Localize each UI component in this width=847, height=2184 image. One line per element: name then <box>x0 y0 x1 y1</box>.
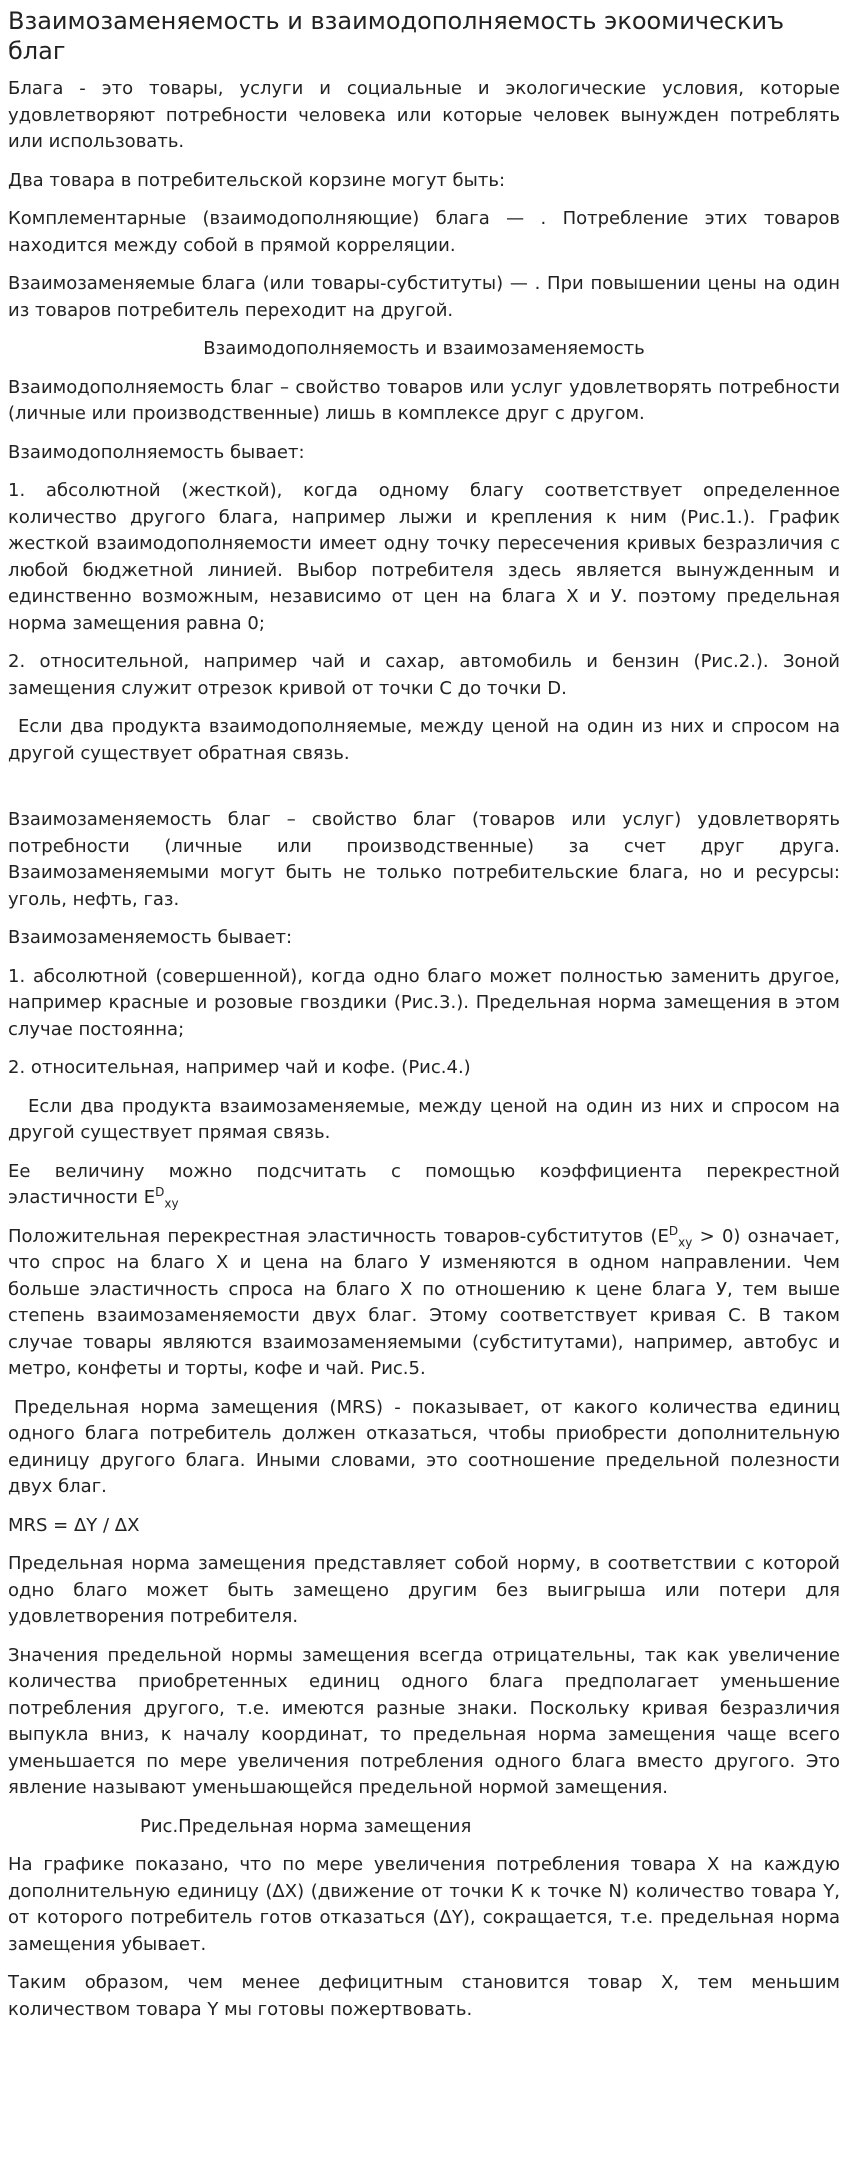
paragraph-relative-complementarity: 2. относительной, например чай и сахар, автомобиль и бензин (Рис.2.). Зоной замещения служит отрезок кривой от точки С до точки D. <box>8 651 840 699</box>
paragraph-cross-elasticity: Ее величину можно подсчитать с помощью коэффициента перекрестной эластичности $E^D_{xy}$ <box>8 1160 840 1211</box>
page-title: Взаимозаменяемость и взаимодополняемость экоомическиъ благ <box>8 7 785 65</box>
paragraph-substitutability-definition: Взаимозаменяемость благ – свойство благ (товаров или услуг) удовлетворять потребности (личные или производственные) за счет друг друга. Взаимозаменяемыми могут быть не только потребительские блага, но и ресурсы: уголь, нефть, газ. <box>8 809 840 910</box>
paragraph-substitutability-types: Взаимозаменяемость бывает: <box>8 927 293 948</box>
paragraph-mrs-negative: Значения предельной нормы замещения всегда отрицательны, так как увеличение количества приобретенных единиц одного блага предполагает уменьшение потребления другого, т.е. имеются разные знаки. Поскольку кривая безразличия выпукла вниз, к началу координат, то предельная норма замещения чаще всего уменьшается по мере увеличения потребления одного блага вместо другого. Это явление называют уменьшающейся предельной нормой замещения. <box>8 1644 840 1798</box>
paragraph-conclusion: Таким образом, чем менее дефицитным становится товар X, тем меньшим количеством товара Y мы готовы пожертвовать. <box>8 1972 840 2020</box>
paragraph-complementarity-definition: Взаимодополняемость благ – свойство товаров или услуг удовлетворять потребности (личные или производственные) лишь в комплексе друг с другом. <box>8 376 840 424</box>
mrs-formula: MRS = ΔY / ΔX <box>8 1514 140 1536</box>
paragraph-absolute-substitutability: 1. абсолютной (совершенной), когда одно благо может полностью заменить другое, например красные и розовые гвоздики (Рис.3.). Предельная норма замещения в этом случае постоянна; <box>8 965 840 1040</box>
section-heading: Взаимодополняемость и взаимозаменяемость <box>203 338 645 359</box>
paragraph-goods-definition: Блага - это товары, услуги и социальные и экологические условия, которые удовлетворяют потребности человека или которые человек вынужден потреблять или использовать. <box>8 78 840 152</box>
paragraph-mrs-norm: Предельная норма замещения представляет собой норму, в соответствии с которой одно благо может быть замещено другим без выигрыша или потери для удовлетворения потребителя. <box>8 1553 840 1627</box>
paragraph-complementary: Комплементарные (взаимодополняющие) блага — . Потребление этих товаров находится между собой в прямой корреляции. <box>8 208 840 256</box>
paragraph-positive-elasticity: Положительная перекрестная эластичность товаров-субститутов $(E^D_{xy} > 0)$ означает, что спрос на благо X и цена на благо У изменяются в одном направлении. Чем больше эластичность спроса на благо X по отношению к цене блага У, тем выше степень взаимозаменяемости двух благ. Этому соответствует кривая С. В таком случае товары являются взаимозаменяемыми (субститутами), например, автобус и метро, конфеты и торты, кофе и чай. Рис.5. <box>8 1223 840 1379</box>
paragraph-absolute-complementarity: 1. абсолютной (жесткой), когда одному благу соответствует определенное количество другого блага, например лыжи и крепления к ним (Рис.1.). График жесткой взаимодополняемости имеет одну точку пересечения кривых безразличия с любой бюджетной линией. Выбор потребителя здесь является вынужденным и единственно возможным, независимо от цен на блага X и У. поэтому предельная норма замещения равна 0; <box>8 480 840 634</box>
paragraph-mrs-definition: Предельная норма замещения (MRS) - показывает, от какого количества единиц одного блага потребитель должен отказаться, чтобы приобрести дополнительную единицу другого блага. Иными словами, это соотношение предельной полезности двух благ. <box>8 1396 840 1497</box>
paragraph-relative-substitutability: 2. относительная, например чай и кофе. (Рис.4.) <box>8 1057 471 1078</box>
paragraph-graph-explanation: На графике показано, что по мере увеличения потребления товара X на каждую дополнительную единицу (ΔX) (движение от точки К к точке N) количество товара Y, от которого потребитель готов отказаться (ΔY), сокращается, т.е. предельная норма замещения убывает. <box>8 1854 840 1955</box>
paragraph-inverse-relation: Если два продукта взаимодополняемые, между ценой на один из них и спросом на другой существует обратная связь. <box>8 716 840 764</box>
figure-caption: Рис.Предельная норма замещения <box>140 1815 472 1837</box>
paragraph-complementarity-types: Взаимодополняемость бывает: <box>8 441 305 463</box>
paragraph-direct-relation: Если два продукта взаимозаменяемые, между ценой на один из них и спросом на другой существует прямая связь. <box>8 1095 840 1143</box>
paragraph-two-goods: Два товара в потребительской корзине могут быть: <box>8 169 506 191</box>
paragraph-substitutes: Взаимозаменяемые блага (или товары-субституты) — . При повышении цены на один из товаров потребитель переходит на другой. <box>8 273 840 321</box>
